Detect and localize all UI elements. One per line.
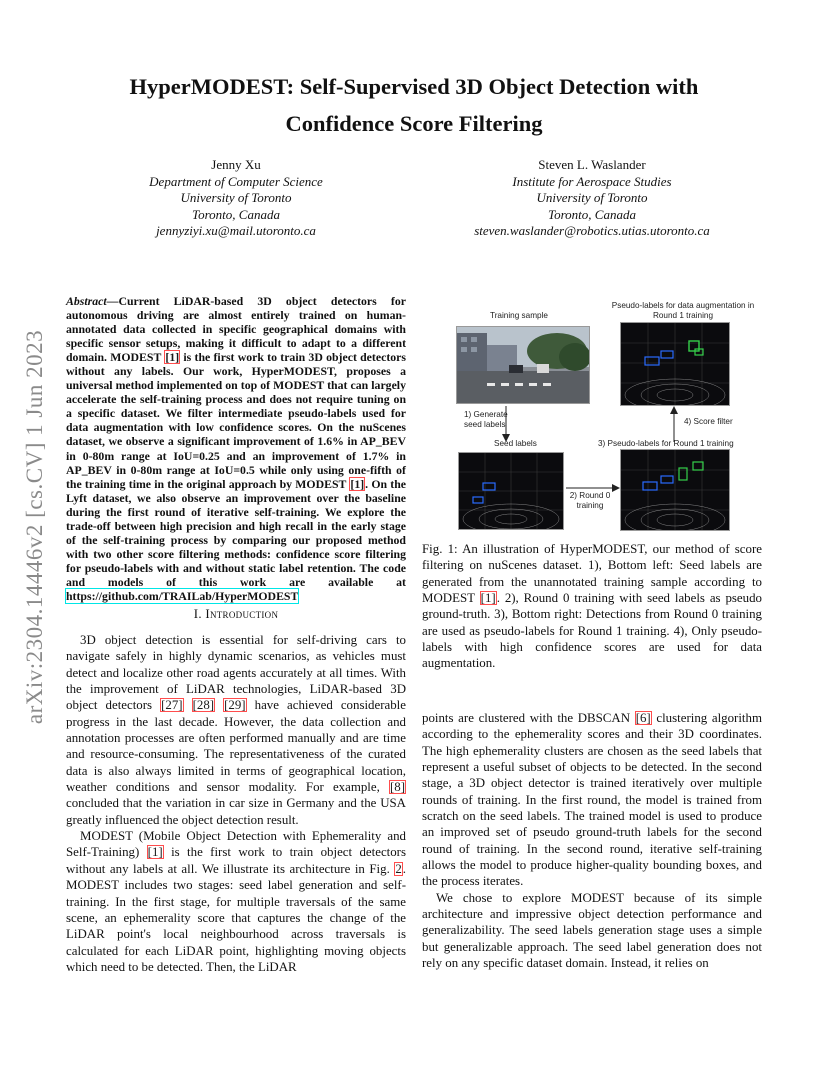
abstract-label: Abstract [66, 294, 107, 308]
arxiv-identifier: arXiv:2304.14446v2 [cs.CV] 1 Jun 2023 [22, 329, 47, 725]
figure-1-caption: Fig. 1: An illustration of HyperMODEST, our method of score filtering on nuScenes dataset. 1), Bottom left: Seed labels are generated from the unannotated training sample according to MODEST [1]. 2), Round 0 training with seed labels as pseudo ground-truth. 3), Bottom right: Detections from Round 0 training are used as pseudo-labels for Round 1 training. 4), Only pseudo-labels with high confidence scores are used for data augmentation. [422, 542, 762, 671]
citation-link[interactable]: [28] [192, 698, 215, 713]
arrow-up-icon [668, 406, 680, 442]
abstract: Abstract—Current LiDAR-based 3D object detectors for autonomous driving are almost entirely trained on human-annotated data collected in specific geographical domains with specific sensor setups, making it difficult to adapt to a different domain. MODEST [1] is the first work to train 3D object detectors without any labels. Our work, HyperMODEST, proposes a universal method implemented on top of MODEST that can largely accelerate the self-training process and does not require tuning on a specific dataset. We filter intermediate pseudo-labels used for data augmentation with low confidence scores. On the nuScenes dataset, we observe a significant improvement of 1.6% in AP_BEV in 0-80m range at IoU=0.25 and an improvement of 1.7% in AP_BEV in 0-80m range at IoU=0.5 while only using one-fifth of the training time in the original approach by MODEST [1]. On the Lyft dataset, we also observe an improvement over the baseline during the first round of iterative self-training. We explore the trade-off between high precision and high recall in the early stage of the self-training process by comparing our proposed method with two other score filtering methods: confidence score filtering for pseudo-labels with and without static label retention. The code and models of this work are available at https://github.com/TRAILab/HyperMODEST [66, 294, 406, 603]
author-department: Institute for Aerospace Studies [512, 173, 672, 189]
author-name: Jenny Xu [211, 157, 261, 172]
paper-title: HyperMODEST: Self-Supervised 3D Object Detection with Confidence Score Filtering [129, 74, 699, 136]
citation-link[interactable]: [8] [389, 780, 405, 795]
label-seed-labels: Seed labels [494, 439, 537, 448]
section-heading: I. Introduction [193, 607, 279, 621]
author-block-2 [420, 157, 764, 240]
code-url-link[interactable]: https://github.com/TRAILab/HyperMODEST [66, 588, 299, 603]
author-email[interactable]: jennyziyi.xu@mail.utoronto.ca [156, 223, 316, 239]
figure-1 [422, 296, 762, 534]
label-training-sample: Training sample [490, 311, 548, 320]
introduction-text [66, 632, 406, 975]
paragraph: points are clustered with the DBSCAN [6] clustering algorithm according to the ephemerality scores and their 3D coordinates. The high ephemerality clusters are chosen as the seed labels that represent a useful subset of objects to be detected. In the second stage, a 3D object detector is trained iteratively over multiple rounds of training. In the first round, the model is trained from scratch on the seed labels. The trained model is used to produce an improved set of pseudo ground-truth labels for the second round of training. In the second round, iterative self-training allows the model to produce higher-quality bounding boxes, and the process iterates. [422, 711, 762, 889]
author-location: Toronto, Canada [192, 206, 280, 222]
label-round0-training: 2) Round 0 training [569, 491, 611, 510]
author-email[interactable]: steven.waslander@robotics.utias.utoronto.ca [474, 223, 710, 239]
pseudo-labels-round1-panel [620, 449, 730, 531]
paragraph: 3D object detection is essential for self-driving cars to navigate safely in highly dynamic scenarios, as vehicles must detect and localize other road agents accurately at all times. With the improvement of LiDAR technologies, LiDAR-based 3D object detectors [27] [28] [29] have achieved considerable progress in the last decade. However, the data collection and annotation processes are often performed manually and are time and resource-consuming. The representativeness of the curated data is also always limited in terms of geographical location, weather conditions and sensor modality. For example, [8] concluded that the variation in car size in Germany and the USA greatly influenced the object detection result. [66, 633, 406, 827]
introduction-text-continued [422, 710, 762, 972]
camera-image-panel [456, 326, 590, 404]
citation-link[interactable]: [1] [147, 845, 163, 860]
label-score-filter: 4) Score filter [684, 417, 733, 426]
label-pseudo-augmentation: Pseudo-labels for data augmentation in Round 1 training [611, 301, 755, 320]
author-name: Steven L. Waslander [538, 157, 646, 172]
author-location: Toronto, Canada [548, 206, 636, 222]
pseudo-labels-augmentation-panel [620, 322, 730, 406]
author-block-1 [86, 157, 386, 240]
citation-link[interactable]: [27] [161, 698, 183, 713]
citation-link[interactable]: [1] [480, 591, 496, 606]
citation-link[interactable]: [6] [635, 711, 651, 725]
paragraph: We chose to explore MODEST because of its simple architecture and impressive object detection performance and generalizability. The seed labels generation stage uses a simple but generalizable approach. The seed label generation does not rely on any specific dataset domain. Instead, it relies on [422, 890, 762, 971]
citation-link[interactable]: [29] [224, 698, 246, 713]
paragraph: MODEST (Mobile Object Detection with Ephemerality and Self-Training) [1] is the first work to train object detectors without any labels at all. We illustrate its architecture in Fig. 2. MODEST includes two stages: seed label generation and self-training. In the first stage, for multiple traversals of the same scene, an ephemerality score that captures the change of the LiDAR point's local neighbourhood across traversals is calculated for each LiDAR point, highlighting moving objects which need to be detected. Then, the LiDAR [66, 829, 406, 974]
label-pseudo-labels-round1: 3) Pseudo-labels for Round 1 training [598, 439, 734, 448]
citation-link[interactable]: [1] [350, 476, 365, 491]
author-department: Department of Computer Science [149, 173, 323, 189]
author-university: University of Toronto [180, 190, 292, 206]
citation-link[interactable]: [1] [165, 350, 180, 365]
label-generate-seed-labels: 1) Generate seed labels [464, 410, 508, 429]
figure-reference-link[interactable]: 2 [395, 861, 402, 876]
seed-labels-panel [458, 452, 564, 530]
author-university: University of Toronto [536, 190, 648, 206]
